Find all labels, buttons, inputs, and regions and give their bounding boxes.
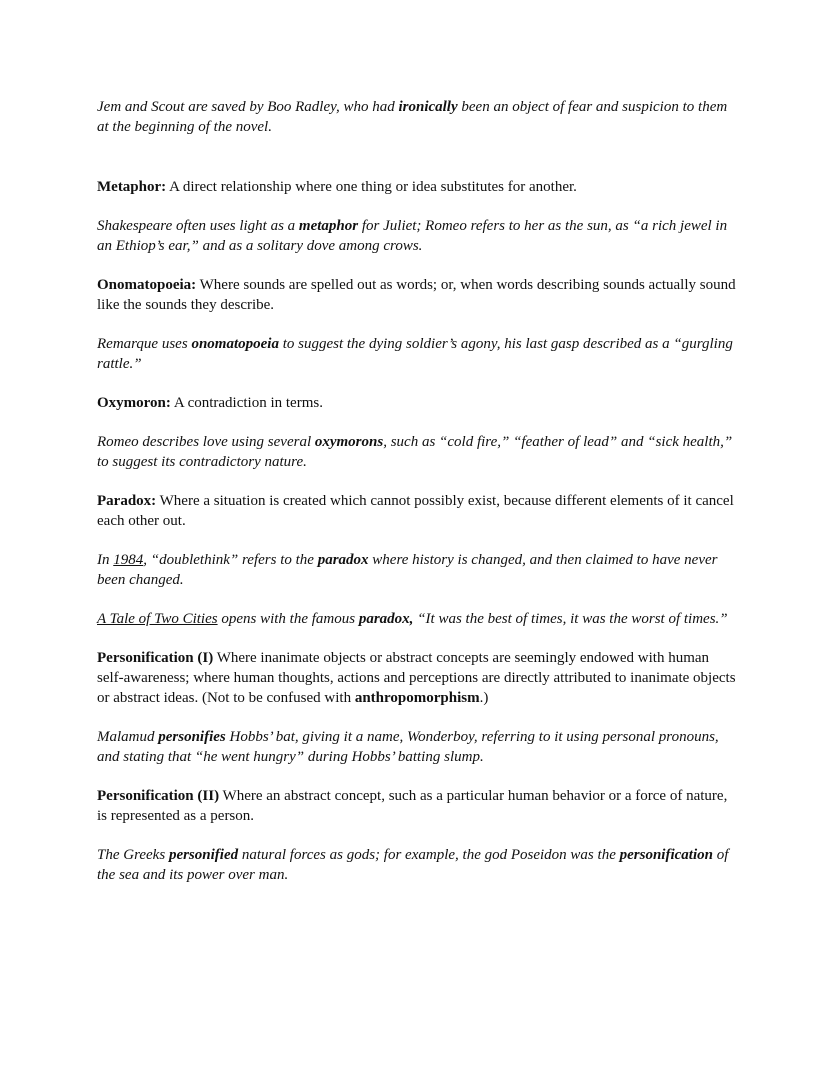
definition-onomatopoeia bbox=[97, 275, 737, 315]
text-run: Romeo describes love using several bbox=[97, 434, 315, 450]
bold-term: ironically bbox=[398, 99, 458, 115]
example-paradox-1984 bbox=[97, 550, 737, 590]
text-run: Jem and Scout are saved by Boo Radley, who had bbox=[97, 99, 399, 115]
text-run: A contradiction in terms. bbox=[170, 395, 323, 411]
example-onomatopoeia bbox=[97, 334, 737, 374]
bold-term: oxymorons bbox=[314, 434, 384, 450]
text-run: .) bbox=[479, 690, 489, 706]
bold-term: anthropomorphism bbox=[354, 690, 480, 706]
bold-term: Personification (I) bbox=[97, 650, 214, 666]
definition-paradox bbox=[97, 491, 737, 531]
example-personification-2 bbox=[97, 845, 737, 885]
bold-term: metaphor bbox=[298, 218, 359, 234]
text-run: “It was the best of times, it was the worst of times.” bbox=[413, 611, 728, 627]
title-reference: A Tale of Two Cities bbox=[97, 611, 218, 627]
text-run: been an object of fear and suspicion to them at the beginning of the novel. bbox=[97, 99, 728, 135]
text-run: , “doublethink” refers to the bbox=[143, 552, 318, 568]
text-run: Where sounds are spelled out as words; or, when words describing sounds actually sound like the sounds they describe. bbox=[97, 277, 736, 313]
text-run: , such as “cold fire,” “feather of lead” and “sick health,” to suggest its contradictory nature. bbox=[97, 434, 733, 470]
example-personification-1 bbox=[97, 727, 737, 767]
text-run: In bbox=[97, 552, 114, 568]
bold-term: personified bbox=[168, 847, 239, 863]
text-run: natural forces as gods; for example, the god Poseidon was the bbox=[238, 847, 620, 863]
text-run: Hobbs’ bat, giving it a name, Wonderboy, referring to it using personal pronouns, and stating that “he went hungry” during Hobbs’ batting slump. bbox=[97, 729, 719, 765]
text-run: Malamud bbox=[97, 729, 159, 745]
text-run: for Juliet; Romeo refers to her as the sun, as “a rich jewel in an Ethiop’s ear,” and as a solitary dove among crows. bbox=[97, 218, 728, 254]
document-body bbox=[97, 97, 737, 904]
text-run: Where inanimate objects or abstract concepts are seemingly endowed with human self-awareness; where human thoughts, actions and perceptions are directly attributed to inanimate objects or abstract ideas. (Not to be confused with bbox=[97, 650, 736, 706]
text-run: A direct relationship where one thing or idea substitutes for another. bbox=[166, 179, 577, 195]
definition-personification-1 bbox=[97, 648, 737, 708]
bold-term: Personification (II) bbox=[97, 788, 220, 804]
text-run: Where an abstract concept, such as a particular human behavior or a force of nature, is represented as a person. bbox=[97, 788, 728, 824]
text-run: opens with the famous bbox=[217, 611, 359, 627]
text-run: Where a situation is created which cannot possibly exist, because different elements of it cancel each other out. bbox=[97, 493, 734, 529]
bold-term: Paradox: bbox=[97, 493, 157, 509]
bold-term: personification bbox=[619, 847, 713, 863]
text-run: The Greeks bbox=[97, 847, 169, 863]
definition-oxymoron bbox=[97, 393, 737, 413]
bold-term: onomatopoeia bbox=[191, 336, 279, 352]
bold-term: paradox, bbox=[358, 611, 414, 627]
bold-term: Oxymoron: bbox=[97, 395, 171, 411]
example-oxymoron bbox=[97, 432, 737, 472]
title-reference: 1984 bbox=[113, 552, 144, 568]
example-metaphor bbox=[97, 216, 737, 256]
text-run: where history is changed, and then claimed to have never been changed. bbox=[97, 552, 718, 588]
text-run: of the sea and its power over man. bbox=[97, 847, 729, 883]
bold-term: Onomatopoeia: bbox=[97, 277, 197, 293]
bold-term: paradox bbox=[317, 552, 369, 568]
bold-term: Metaphor: bbox=[97, 179, 167, 195]
text-run: to suggest the dying soldier’s agony, his last gasp described as a “gurgling rattle.” bbox=[97, 336, 733, 372]
definition-personification-2 bbox=[97, 786, 737, 826]
bold-term: personifies bbox=[158, 729, 226, 745]
text-run: Remarque uses bbox=[97, 336, 192, 352]
text-run: Shakespeare often uses light as a bbox=[97, 218, 299, 234]
example-ironically bbox=[97, 97, 737, 137]
example-paradox-tale-of-two-cities bbox=[97, 609, 737, 629]
definition-metaphor bbox=[97, 177, 737, 197]
